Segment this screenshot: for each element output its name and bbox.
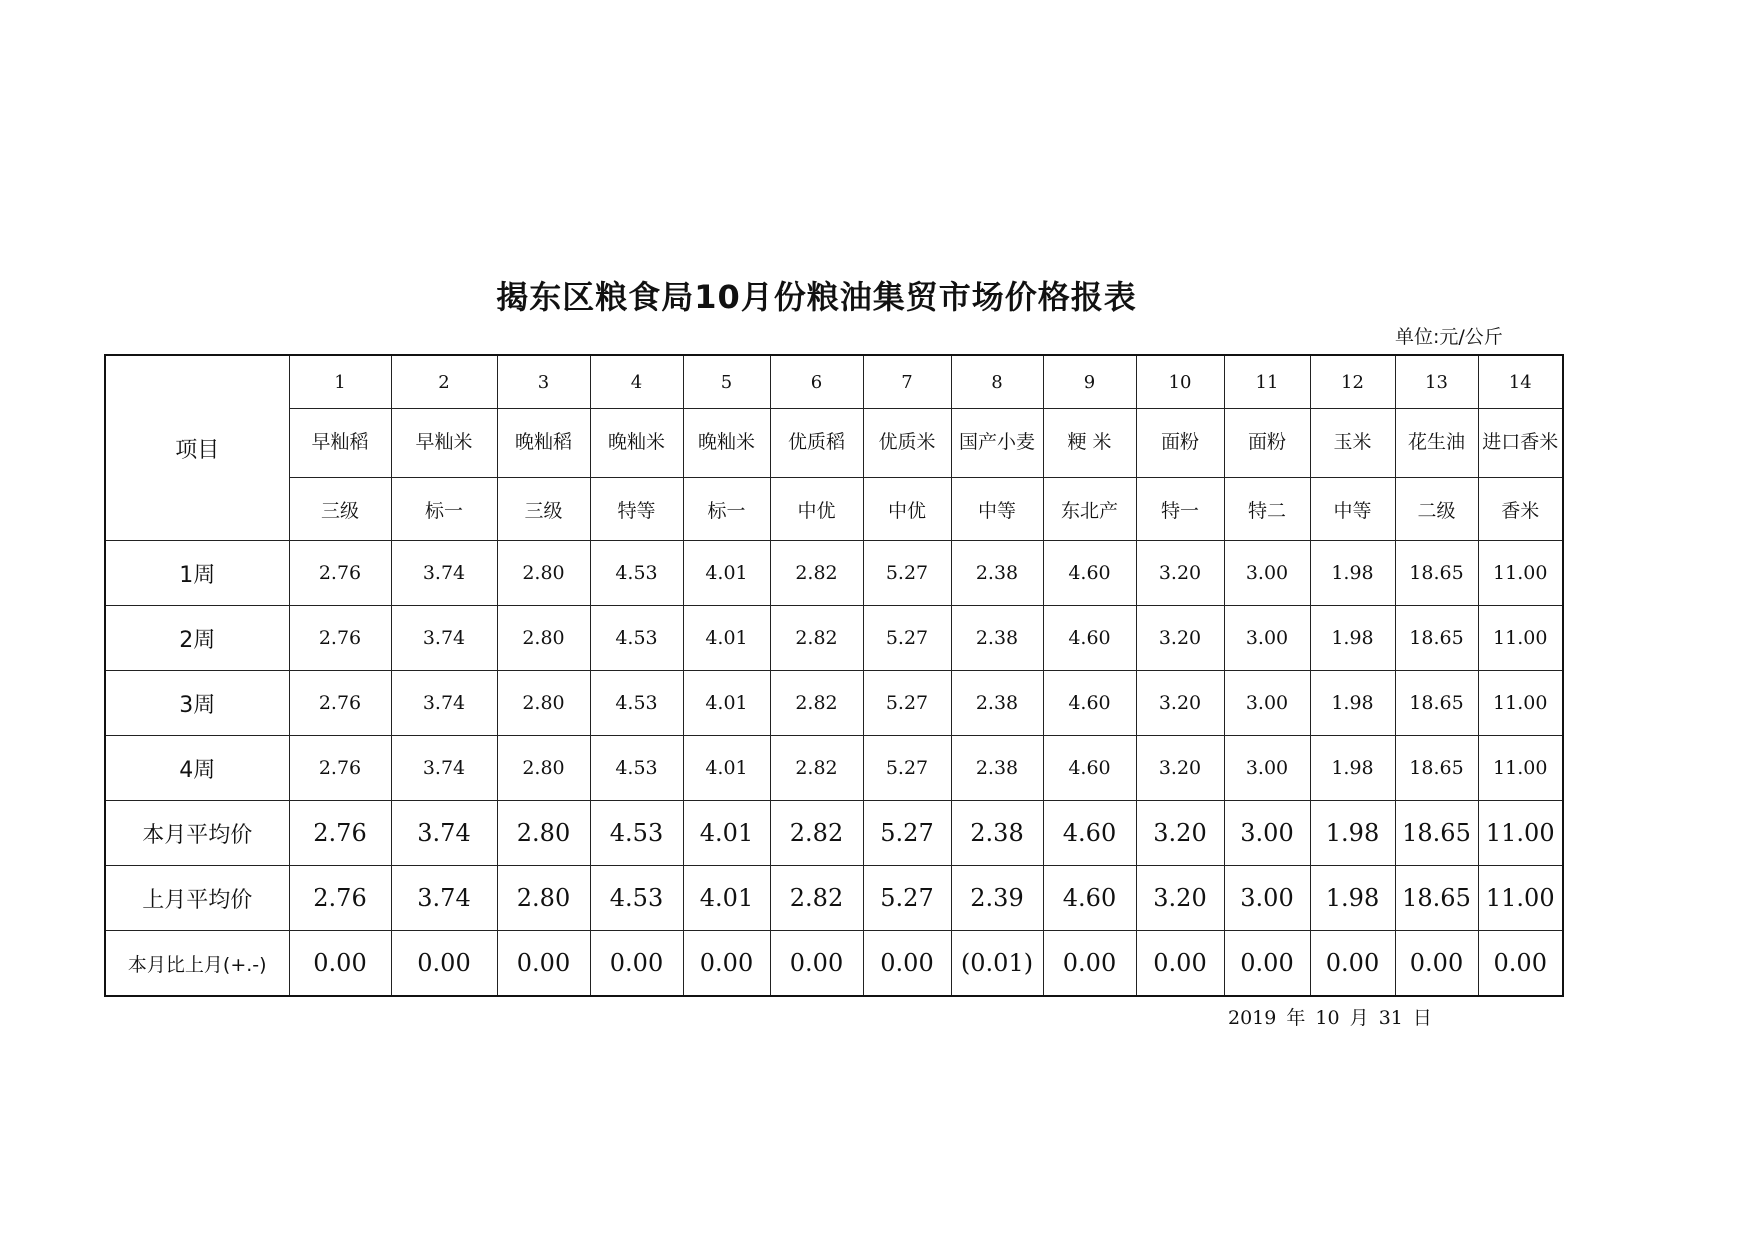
column-grade: 三级	[289, 478, 391, 541]
column-number: 10	[1136, 355, 1224, 409]
price-cell: 2.82	[770, 866, 863, 931]
column-grade: 二级	[1395, 478, 1478, 541]
table-row	[105, 801, 1563, 866]
price-cell: 4.60	[1043, 541, 1136, 606]
price-cell: 2.80	[497, 671, 590, 736]
price-cell: 4.53	[590, 866, 683, 931]
price-cell: 0.00	[1395, 931, 1478, 997]
price-cell: 18.65	[1395, 606, 1478, 671]
price-cell: 1.98	[1310, 541, 1395, 606]
column-grade: 中等	[951, 478, 1043, 541]
column-number: 8	[951, 355, 1043, 409]
price-cell: 2.80	[497, 606, 590, 671]
price-cell: 4.01	[683, 866, 770, 931]
column-number: 7	[863, 355, 951, 409]
price-cell: 1.98	[1310, 606, 1395, 671]
price-cell: 2.38	[951, 606, 1043, 671]
price-cell: 3.74	[391, 801, 497, 866]
column-number: 4	[590, 355, 683, 409]
column-grade: 香米	[1478, 478, 1563, 541]
table-row	[105, 541, 1563, 606]
price-cell: 2.38	[951, 541, 1043, 606]
column-product-name: 面粉	[1136, 409, 1224, 478]
price-cell: 2.38	[951, 736, 1043, 801]
price-cell: 18.65	[1395, 671, 1478, 736]
row-label: 3周	[105, 671, 289, 736]
price-cell: 3.20	[1136, 606, 1224, 671]
price-cell: 5.27	[863, 541, 951, 606]
column-number: 9	[1043, 355, 1136, 409]
table-row	[105, 671, 1563, 736]
price-cell: 11.00	[1478, 671, 1563, 736]
price-cell: 3.74	[391, 541, 497, 606]
price-cell: 4.01	[683, 736, 770, 801]
column-product-name: 玉米	[1310, 409, 1395, 478]
column-number: 13	[1395, 355, 1478, 409]
price-cell: 4.01	[683, 606, 770, 671]
price-cell: 1.98	[1310, 866, 1395, 931]
price-cell: 4.53	[590, 736, 683, 801]
price-cell: (0.01)	[951, 931, 1043, 997]
price-cell: 2.76	[289, 606, 391, 671]
price-cell: 3.20	[1136, 736, 1224, 801]
price-cell: 4.53	[590, 801, 683, 866]
column-product-name: 优质稻	[770, 409, 863, 478]
price-cell: 0.00	[590, 931, 683, 997]
column-number: 14	[1478, 355, 1563, 409]
row-label: 上月平均价	[105, 866, 289, 931]
column-grade: 中优	[863, 478, 951, 541]
price-cell: 0.00	[1310, 931, 1395, 997]
column-grade: 标一	[391, 478, 497, 541]
price-cell: 2.39	[951, 866, 1043, 931]
row-label: 4周	[105, 736, 289, 801]
price-cell: 0.00	[1043, 931, 1136, 997]
column-grade: 特二	[1224, 478, 1310, 541]
price-cell: 0.00	[863, 931, 951, 997]
column-product-name: 晚籼稻	[497, 409, 590, 478]
price-cell: 1.98	[1310, 736, 1395, 801]
column-number: 12	[1310, 355, 1395, 409]
column-product-name: 晚籼米	[590, 409, 683, 478]
price-cell: 0.00	[1224, 931, 1310, 997]
price-cell: 3.00	[1224, 606, 1310, 671]
unit-label: 单位:元/公斤	[1395, 326, 1503, 348]
price-cell: 4.01	[683, 671, 770, 736]
price-cell: 4.53	[590, 671, 683, 736]
price-cell: 0.00	[1478, 931, 1563, 997]
price-cell: 3.00	[1224, 541, 1310, 606]
price-cell: 2.82	[770, 736, 863, 801]
table-row	[105, 866, 1563, 931]
table-row	[105, 931, 1563, 997]
price-cell: 4.53	[590, 541, 683, 606]
report-title: 揭东区粮食局10月份粮油集贸市场价格报表	[496, 278, 1137, 316]
column-product-name: 早籼稻	[289, 409, 391, 478]
price-cell: 0.00	[770, 931, 863, 997]
price-cell: 4.60	[1043, 866, 1136, 931]
column-grade: 标一	[683, 478, 770, 541]
price-cell: 0.00	[497, 931, 590, 997]
price-cell: 3.20	[1136, 866, 1224, 931]
price-cell: 0.00	[391, 931, 497, 997]
price-cell: 3.20	[1136, 671, 1224, 736]
column-product-name: 面粉	[1224, 409, 1310, 478]
price-cell: 18.65	[1395, 801, 1478, 866]
price-cell: 2.82	[770, 606, 863, 671]
price-cell: 3.74	[391, 736, 497, 801]
price-cell: 18.65	[1395, 736, 1478, 801]
price-cell: 4.53	[590, 606, 683, 671]
column-product-name: 进口香米	[1478, 409, 1563, 478]
price-cell: 4.01	[683, 801, 770, 866]
table-row	[105, 606, 1563, 671]
price-cell: 2.76	[289, 541, 391, 606]
price-cell: 2.76	[289, 801, 391, 866]
price-cell: 3.00	[1224, 801, 1310, 866]
price-cell: 11.00	[1478, 606, 1563, 671]
column-product-name: 早籼米	[391, 409, 497, 478]
column-grade: 中优	[770, 478, 863, 541]
column-number: 5	[683, 355, 770, 409]
price-cell: 5.27	[863, 736, 951, 801]
price-cell: 1.98	[1310, 671, 1395, 736]
price-cell: 5.27	[863, 671, 951, 736]
price-cell: 2.76	[289, 736, 391, 801]
column-number: 3	[497, 355, 590, 409]
price-cell: 11.00	[1478, 866, 1563, 931]
row-label: 本月平均价	[105, 801, 289, 866]
column-number: 6	[770, 355, 863, 409]
price-cell: 0.00	[683, 931, 770, 997]
price-cell: 2.80	[497, 736, 590, 801]
item-header: 项目	[105, 355, 289, 541]
price-cell: 3.74	[391, 606, 497, 671]
row-label: 2周	[105, 606, 289, 671]
price-cell: 0.00	[289, 931, 391, 997]
price-cell: 3.00	[1224, 866, 1310, 931]
price-cell: 2.38	[951, 671, 1043, 736]
column-grade: 三级	[497, 478, 590, 541]
price-cell: 2.80	[497, 801, 590, 866]
price-cell: 2.38	[951, 801, 1043, 866]
column-grade: 东北产	[1043, 478, 1136, 541]
column-grade: 中等	[1310, 478, 1395, 541]
price-cell: 2.76	[289, 671, 391, 736]
price-cell: 3.74	[391, 671, 497, 736]
price-cell: 2.80	[497, 541, 590, 606]
report-date: 2019 年 10 月 31 日	[1228, 1007, 1432, 1029]
row-label: 本月比上月(+.-)	[105, 931, 289, 997]
price-cell: 5.27	[863, 801, 951, 866]
row-label: 1周	[105, 541, 289, 606]
price-cell: 2.82	[770, 671, 863, 736]
price-cell: 2.82	[770, 801, 863, 866]
price-cell: 18.65	[1395, 866, 1478, 931]
column-product-name: 粳 米	[1043, 409, 1136, 478]
price-cell: 5.27	[863, 866, 951, 931]
price-cell: 11.00	[1478, 736, 1563, 801]
price-cell: 2.80	[497, 866, 590, 931]
price-cell: 3.20	[1136, 541, 1224, 606]
column-product-name: 花生油	[1395, 409, 1478, 478]
price-cell: 2.76	[289, 866, 391, 931]
price-cell: 4.60	[1043, 671, 1136, 736]
price-cell: 11.00	[1478, 541, 1563, 606]
price-cell: 0.00	[1136, 931, 1224, 997]
price-cell: 18.65	[1395, 541, 1478, 606]
column-number: 11	[1224, 355, 1310, 409]
column-number: 1	[289, 355, 391, 409]
price-cell: 3.00	[1224, 671, 1310, 736]
price-cell: 2.82	[770, 541, 863, 606]
column-product-name: 优质米	[863, 409, 951, 478]
price-cell: 3.00	[1224, 736, 1310, 801]
column-grade: 特一	[1136, 478, 1224, 541]
table-row	[105, 736, 1563, 801]
price-cell: 4.60	[1043, 736, 1136, 801]
price-table	[104, 354, 1564, 997]
price-cell: 1.98	[1310, 801, 1395, 866]
price-cell: 5.27	[863, 606, 951, 671]
price-cell: 11.00	[1478, 801, 1563, 866]
column-number: 2	[391, 355, 497, 409]
column-product-name: 晚籼米	[683, 409, 770, 478]
price-cell: 4.60	[1043, 606, 1136, 671]
column-product-name: 国产小麦	[951, 409, 1043, 478]
price-cell: 4.60	[1043, 801, 1136, 866]
price-cell: 4.01	[683, 541, 770, 606]
column-grade: 特等	[590, 478, 683, 541]
price-cell: 3.74	[391, 866, 497, 931]
price-cell: 3.20	[1136, 801, 1224, 866]
